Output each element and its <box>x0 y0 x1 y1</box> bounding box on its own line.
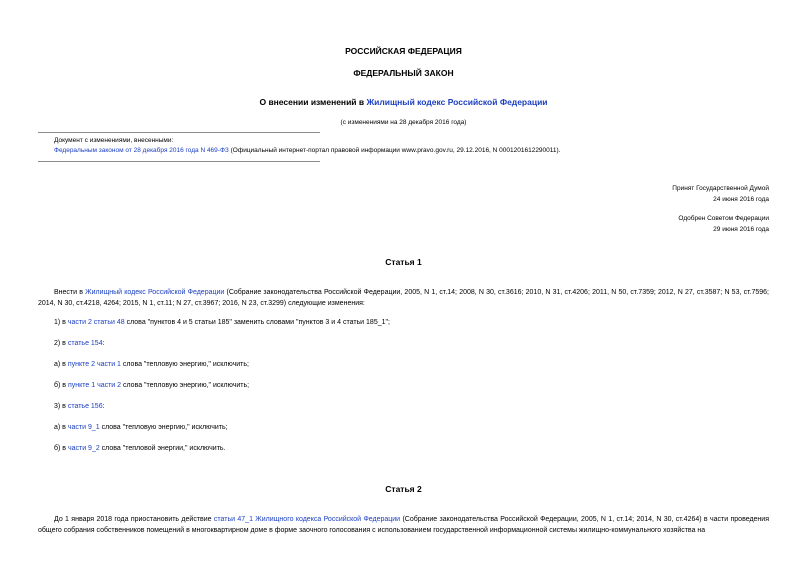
intro-text: Внести в <box>54 289 86 296</box>
duma-adopted: Принят Государственной Думой <box>672 185 769 192</box>
point-1-link[interactable]: пункте 1 <box>67 382 96 389</box>
article-2-body: (Собрание законодательства Российской Федерации, 2005, N 1, ст.14; 2014, N 30, ст.4264) в части проведения общего собрания собственников помещений в многоквартирном доме в форме заочного голосования с использованием государственной информационной системы жилищно-коммунального хозяйства на <box>38 516 769 534</box>
divider-bottom <box>38 161 320 162</box>
item-3a-prefix: а) в <box>54 424 68 431</box>
part-1-link[interactable]: части 1 <box>96 361 121 368</box>
item-2 <box>54 340 105 347</box>
amending-law-link[interactable]: Федеральным законом от 28 декабря 2016 года N 469-ФЗ <box>54 147 229 154</box>
item-3-text: : <box>102 403 105 410</box>
item-2b-prefix: б) в <box>54 382 68 389</box>
article-48-link[interactable]: статьи 48 <box>93 319 125 326</box>
item-3a-text: слова "тепловую энергию," исключить; <box>99 424 228 431</box>
part-9-1-link[interactable]: части 9_1 <box>67 424 100 431</box>
council-approved: Одобрен Советом Федерации <box>678 215 769 222</box>
changes-source <box>54 147 561 154</box>
intro-sources: (Собрание законодательства Российской Федерации, 2005, N 1, ст.14; 2008, N 30, ст.3616; 2010, N 31, ст.4206; 2011, N 50, ст.7359; 2012, N 27, ст.3587; N 53, ст.7596; 2014, N 30, ст.4218, 4264; 2015, N 1, ст.11; N 27, ст.3967; 2016, N 23, ст.3299) следующие изменения: <box>38 289 769 307</box>
item-2a-prefix: а) в <box>54 361 68 368</box>
item-3a <box>54 424 228 431</box>
title-prefix: О внесении изменений в <box>259 97 367 107</box>
article-154-link[interactable]: статье 154 <box>67 340 103 347</box>
item-3b-prefix: б) в <box>54 445 68 452</box>
item-3b <box>54 445 226 452</box>
item-1-prefix: 1) в <box>54 319 68 326</box>
law-type-heading: ФЕДЕРАЛЬНЫЙ ЗАКОН <box>353 68 454 78</box>
part-2-link-2[interactable]: части 2 <box>97 382 122 389</box>
article-1-heading: Статья 1 <box>385 257 422 267</box>
part-9-2-link[interactable]: части 9_2 <box>67 445 100 452</box>
adoption-block <box>672 183 769 235</box>
item-1-text: слова "пунктов 4 и 5 статьи 185" заменить словами "пунктов 3 и 4 статьи 185_1"; <box>124 319 390 326</box>
point-2-link[interactable]: пункте 2 <box>67 361 95 368</box>
item-2a-text: слова "тепловую энергию," исключить; <box>120 361 249 368</box>
item-2-prefix: 2) в <box>54 340 68 347</box>
item-2a <box>54 361 249 368</box>
item-3 <box>54 403 105 410</box>
article-156-link[interactable]: статье 156 <box>67 403 103 410</box>
adoption-spacer <box>672 205 769 213</box>
changes-label: Документ с изменениями, внесенными: <box>54 137 174 144</box>
item-3b-text: слова "тепловой энергии," исключить. <box>99 445 226 452</box>
article-2-prefix: До 1 января 2018 года приостановить действие <box>54 516 214 523</box>
amending-law-source: (Официальный интернет-портал правовой информации www.pravo.gov.ru, 29.12.2016, N 0001201612290011). <box>228 147 561 154</box>
part-2-link[interactable]: части 2 <box>67 319 92 326</box>
item-2b-text: слова "тепловую энергию," исключить; <box>121 382 250 389</box>
country-heading: РОССИЙСКАЯ ФЕДЕРАЦИЯ <box>345 46 462 56</box>
item-2-text: : <box>102 340 105 347</box>
council-date: 29 июня 2016 года <box>713 226 769 233</box>
article-2-heading: Статья 2 <box>385 484 422 494</box>
item-3-prefix: 3) в <box>54 403 68 410</box>
edition-note: (с изменениями на 28 декабря 2016 года) <box>340 119 467 126</box>
document-title <box>0 97 807 107</box>
article-47-1-link[interactable]: статьи 47_1 Жилищного кодекса Российской Федерации <box>213 516 401 523</box>
article-1-intro <box>38 287 769 309</box>
item-1 <box>54 319 390 326</box>
duma-date: 24 июня 2016 года <box>713 196 769 203</box>
item-2b <box>54 382 249 389</box>
divider-top <box>38 132 320 133</box>
housing-code-link[interactable]: Жилищный кодекс Российской Федерации <box>85 289 225 296</box>
title-code-link[interactable]: Жилищный кодекс Российской Федерации <box>366 97 548 107</box>
article-2-text <box>38 514 769 536</box>
